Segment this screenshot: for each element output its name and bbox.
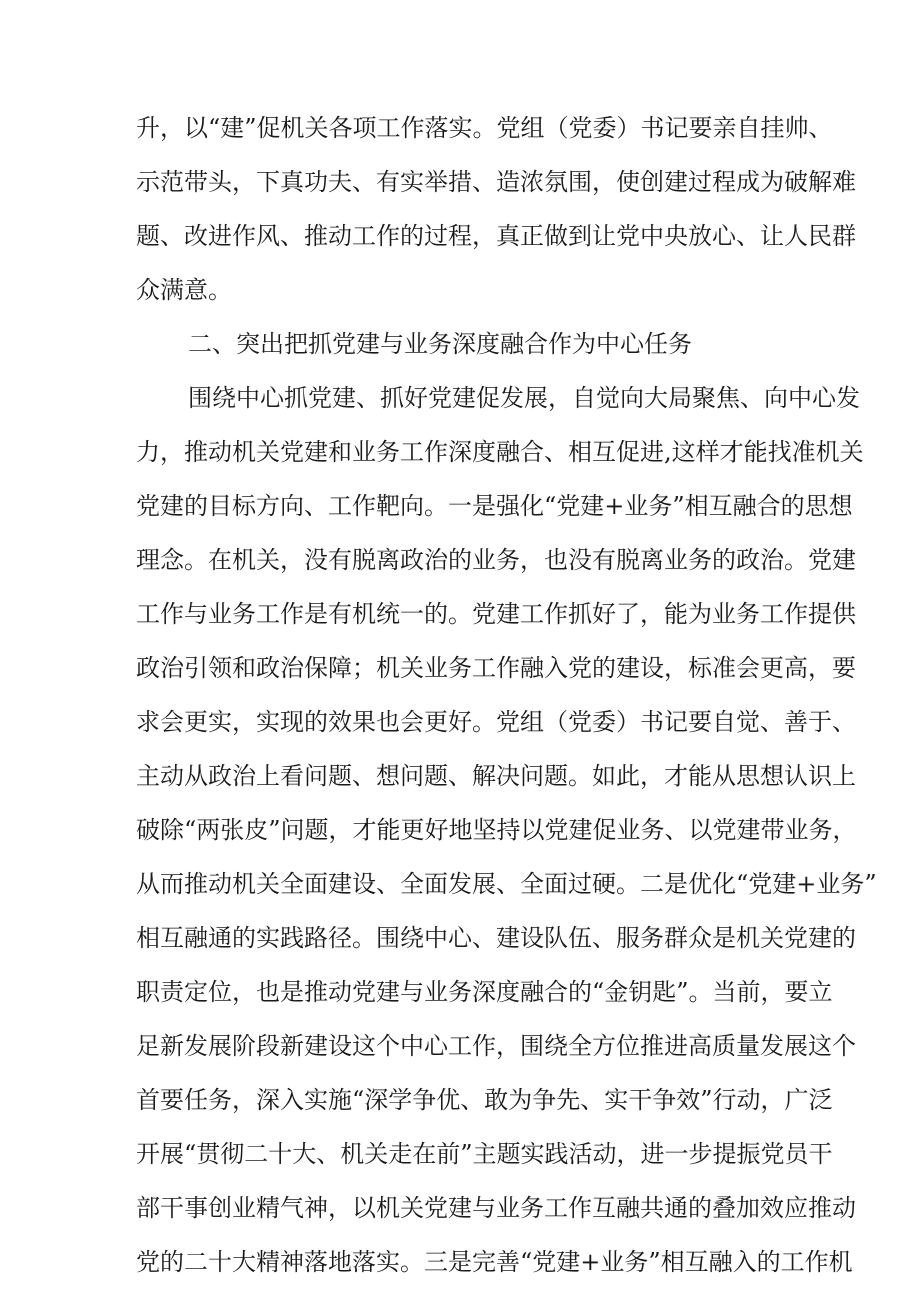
paragraph-line: 众满意。 xyxy=(136,276,232,304)
paragraph-line: 部干事创业精气神，以机关党建与业务工作互融共通的叠加效应推动 xyxy=(136,1194,856,1222)
paragraph-line: 政治引领和政治保障；机关业务工作融入党的建设，标准会更高，要 xyxy=(136,654,856,682)
paragraph-line: 升，以“建”促机关各项工作落实。党组（党委）书记要亲自挂帅、 xyxy=(136,114,833,142)
paragraph-line: 相互融通的实践路径。围绕中心、建设队伍、服务群众是机关党建的 xyxy=(136,924,856,952)
paragraph-line: 围绕中心抓党建、抓好党建促发展，自觉向大局聚焦、向中心发 xyxy=(188,384,860,412)
paragraph-line: 主动从政治上看问题、想问题、解决问题。如此，才能从思想认识上 xyxy=(136,762,856,790)
paragraph-line: 足新发展阶段新建设这个中心工作，围绕全方位推进高质量发展这个 xyxy=(136,1032,856,1060)
paragraph-line: 开展“贯彻二十大、机关走在前”主题实践活动，进一步提振党员干 xyxy=(136,1140,833,1168)
paragraph-line: 理念。在机关，没有脱离政治的业务，也没有脱离业务的政治。党建 xyxy=(136,546,856,574)
paragraph-line: 从而推动机关全面建设、全面发展、全面过硬。二是优化“党建+业务” xyxy=(136,870,877,898)
paragraph-line: 党的二十大精神落地落实。三是完善“党建+业务”相互融入的工作机 xyxy=(136,1248,853,1276)
paragraph-line: 破除“两张皮”问题，才能更好地坚持以党建促业务、以党建带业务， xyxy=(136,816,857,844)
paragraph-line: 求会更实，实现的效果也会更好。党组（党委）书记要自觉、善于、 xyxy=(136,708,856,736)
paragraph-line: 题、改进作风、推动工作的过程，真正做到让党中央放心、让人民群 xyxy=(136,222,856,250)
paragraph-line: 工作与业务工作是有机统一的。党建工作抓好了，能为业务工作提供 xyxy=(136,600,856,628)
paragraph-line: 职责定位，也是推动党建与业务深度融合的“金钥匙”。当前，要立 xyxy=(136,978,833,1006)
paragraph-line: 党建的目标方向、工作靶向。一是强化“党建+业务”相互融合的思想 xyxy=(136,492,853,520)
paragraph-line: 力，推动机关党建和业务工作深度融合、相互促进,这样才能找准机关 xyxy=(136,438,864,466)
paragraph-line: 首要任务，深入实施“深学争优、敢为争先、实干争效”行动，广泛 xyxy=(136,1086,833,1114)
section-heading: 二、突出把抓党建与业务深度融合作为中心任务 xyxy=(188,330,692,358)
paragraph-line: 示范带头，下真功夫、有实举措、造浓氛围，使创建过程成为破解难 xyxy=(136,168,856,196)
